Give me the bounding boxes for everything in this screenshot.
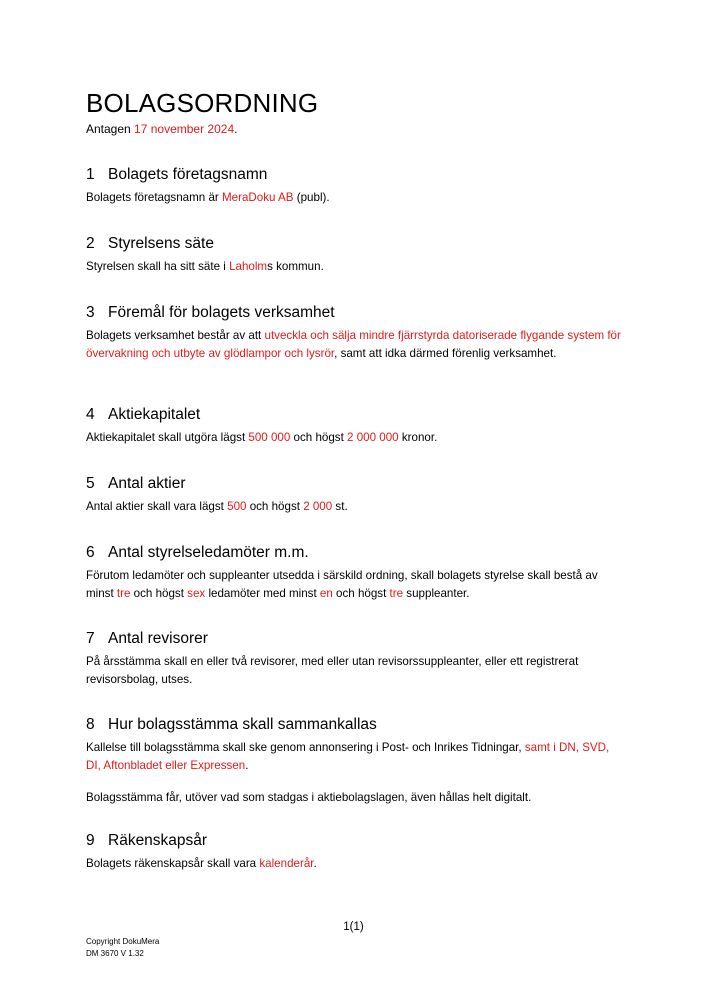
text-run: suppleanter. [403, 587, 470, 600]
text-run: . [313, 857, 317, 870]
section-heading [86, 235, 626, 253]
business-purpose: utveckla och sälja mindre fjärrstyrda datoriserade flygande system för övervakning och utbyte av glödlampor och lysrör [86, 329, 621, 360]
section-1 [86, 166, 626, 207]
adoption-prefix: Antagen [86, 122, 135, 136]
text-run: och högst [246, 500, 304, 513]
section-heading [86, 475, 626, 493]
text-run: Styrelsen skall ha sitt säte i [86, 260, 230, 273]
section-heading [86, 630, 626, 648]
section-paragraph [86, 327, 626, 363]
section-heading [86, 406, 626, 424]
section-paragraph [86, 739, 626, 775]
section-heading [86, 166, 626, 184]
section-heading [86, 716, 626, 734]
text-run: och högst [130, 587, 188, 600]
text-run: ledamöter med minst [205, 587, 320, 600]
text-run: Bolagets företagsnamn är [86, 191, 222, 204]
adoption-line [86, 122, 237, 136]
max-shares: 2 000 [303, 500, 333, 513]
section-number: 1 [86, 166, 95, 183]
section-title: Hur bolagsstämma skall sammankallas [108, 716, 377, 733]
text-run: och högst [332, 587, 390, 600]
text-run: och högst [290, 431, 348, 444]
min-shares: 500 [227, 500, 247, 513]
section-title: Antal revisorer [108, 630, 208, 647]
max-deputies: tre [389, 587, 404, 600]
section-heading [86, 304, 626, 322]
section-title: Antal styrelseledamöter m.m. [108, 544, 309, 561]
section-paragraph [86, 498, 626, 516]
section-title: Aktiekapitalet [108, 406, 201, 423]
section-7 [86, 630, 626, 689]
min-members: tre [116, 587, 131, 600]
document-title: BOLAGSORDNING [86, 88, 319, 118]
min-deputies: en [319, 587, 333, 600]
section-title: Antal aktier [108, 475, 186, 492]
max-capital: 2 000 000 [347, 431, 399, 444]
text-run: Aktiekapitalet skall utgöra lägst [86, 431, 249, 444]
section-paragraph [86, 789, 626, 807]
section-paragraph [86, 567, 626, 603]
section-title: Räkenskapsår [108, 832, 208, 849]
municipality-name: Laholm [229, 260, 268, 273]
copyright-text: Copyright DokuMera [86, 937, 160, 946]
section-3 [86, 304, 626, 363]
document-id: DM 3670 V 1.32 [86, 949, 144, 958]
section-title: Föremål för bolagets verksamhet [108, 304, 335, 321]
max-members: sex [187, 587, 206, 600]
section-paragraph [86, 429, 626, 447]
section-number: 2 [86, 235, 95, 252]
section-5 [86, 475, 626, 516]
section-number: 4 [86, 406, 95, 423]
section-heading [86, 832, 626, 850]
text-run: Bolagsstämma får, utöver vad som stadgas i aktiebolagslagen, även hållas helt digitalt. [86, 791, 532, 804]
section-6 [86, 544, 626, 603]
section-number: 7 [86, 630, 95, 647]
page-number: 1(1) [343, 921, 364, 933]
fiscal-year: kalenderår [259, 857, 314, 870]
section-2 [86, 235, 626, 276]
section-number: 6 [86, 544, 95, 561]
text-run: Bolagets räkenskapsår skall vara [86, 857, 260, 870]
min-capital: 500 000 [248, 431, 291, 444]
section-paragraph [86, 189, 626, 207]
section-4 [86, 406, 626, 447]
section-heading [86, 544, 626, 562]
text-run: Antal aktier skall vara lägst [86, 500, 228, 513]
section-paragraph [86, 653, 626, 689]
section-9 [86, 832, 626, 873]
company-name: MeraDoku AB [221, 191, 294, 204]
text-run: kronor. [398, 431, 438, 444]
text-run: st. [332, 500, 348, 513]
text-run: , samt att idka därmed förenlig verksamhet. [334, 347, 557, 360]
text-run: Förutom ledamöter och suppleanter utsedda i särskild ordning, skall bolagets styrelse skall bestå av minst [86, 569, 598, 600]
newspaper-list: samt i DN, SVD, DI, Aftonbladet eller Expressen [86, 741, 610, 772]
adoption-suffix: . [234, 122, 238, 136]
footer [86, 936, 159, 960]
text-run: På årsstämma skall en eller två revisorer, med eller utan revisorssuppleanter, eller ett registrerat revisorsbolag, utses. [86, 655, 579, 686]
text-run: Bolagets verksamhet består av att [86, 329, 265, 342]
section-paragraph [86, 855, 626, 873]
section-number: 8 [86, 716, 95, 733]
section-title: Bolagets företagsnamn [108, 166, 268, 183]
adoption-date: 17 november 2024 [134, 122, 235, 136]
section-number: 3 [86, 304, 95, 321]
text-run: s kommun. [267, 260, 324, 273]
text-run: Kallelse till bolagsstämma skall ske genom annonsering i Post- och Inrikes Tidningar, [86, 741, 525, 754]
section-paragraph [86, 258, 626, 276]
text-run: . [245, 759, 249, 772]
text-run: (publ). [293, 191, 330, 204]
section-number: 5 [86, 475, 95, 492]
section-8 [86, 716, 626, 807]
section-number: 9 [86, 832, 95, 849]
section-title: Styrelsens säte [108, 235, 214, 252]
